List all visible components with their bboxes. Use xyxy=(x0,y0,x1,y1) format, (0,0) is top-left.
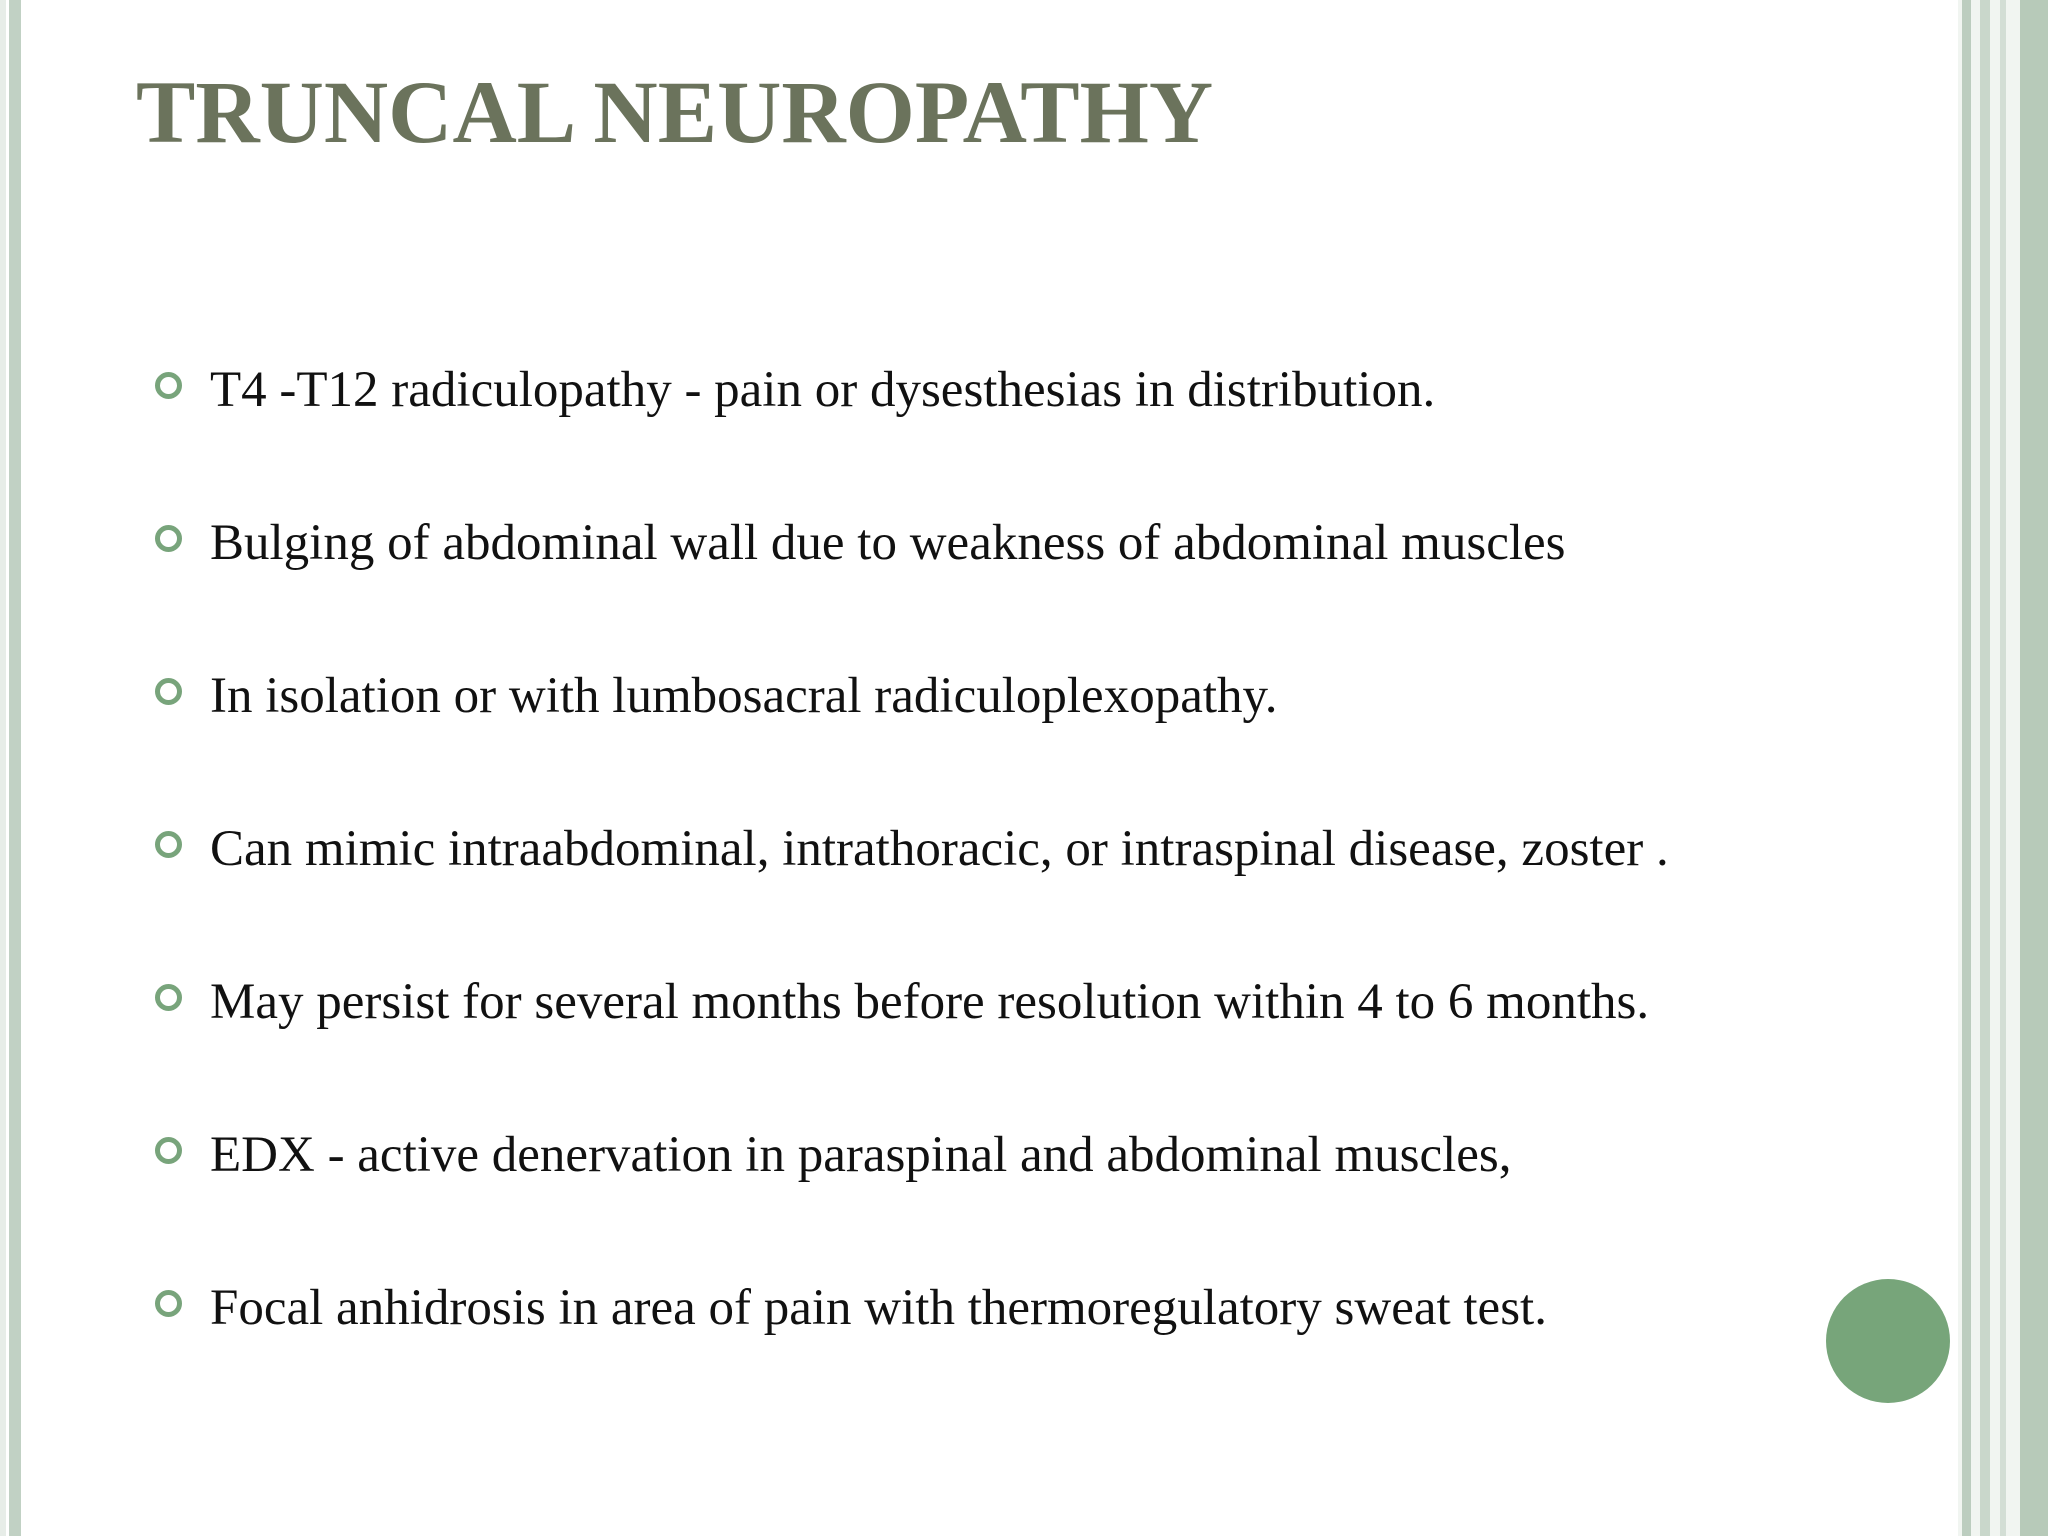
bullet-item xyxy=(150,661,1950,814)
bullet-item xyxy=(150,1120,1950,1273)
left-border-outer xyxy=(0,0,6,1536)
right-stripe xyxy=(2020,0,2048,1536)
bullet-text: May persist for several months before resolution within 4 to 6 months. xyxy=(210,974,1650,1030)
right-stripe xyxy=(2000,0,2006,1536)
hollow-circle-icon xyxy=(155,525,182,552)
hollow-circle-icon xyxy=(155,678,182,705)
bullet-text: EDX - active denervation in paraspinal and abdominal muscles, xyxy=(210,1127,1512,1183)
bullet-item xyxy=(150,1273,1950,1426)
bullet-item xyxy=(150,508,1950,661)
hollow-circle-icon xyxy=(155,984,182,1011)
slide-title: TRUNCAL NEUROPATHY xyxy=(136,64,1214,162)
hollow-circle-icon xyxy=(155,372,182,399)
hollow-circle-icon xyxy=(155,1290,182,1317)
bullet-text: Bulging of abdominal wall due to weakness of abdominal muscles xyxy=(210,515,1566,571)
right-stripe xyxy=(1980,0,1990,1536)
left-border xyxy=(9,0,21,1536)
hollow-circle-icon xyxy=(155,1137,182,1164)
bullet-text: In isolation or with lumbosacral radiculoplexopathy. xyxy=(210,668,1278,724)
bullet-item xyxy=(150,355,1950,508)
hollow-circle-icon xyxy=(155,831,182,858)
bullet-list xyxy=(150,355,1950,1426)
bullet-text: T4 -T12 radiculopathy - pain or dysesthesias in distribution. xyxy=(210,362,1436,418)
bullet-item xyxy=(150,814,1950,967)
bullet-text: Can mimic intraabdominal, intrathoracic, or intraspinal disease, zoster . xyxy=(210,821,1669,877)
right-stripe xyxy=(1962,0,1971,1536)
bullet-text: Focal anhidrosis in area of pain with thermoregulatory sweat test. xyxy=(210,1280,1547,1336)
bullet-item xyxy=(150,967,1950,1120)
